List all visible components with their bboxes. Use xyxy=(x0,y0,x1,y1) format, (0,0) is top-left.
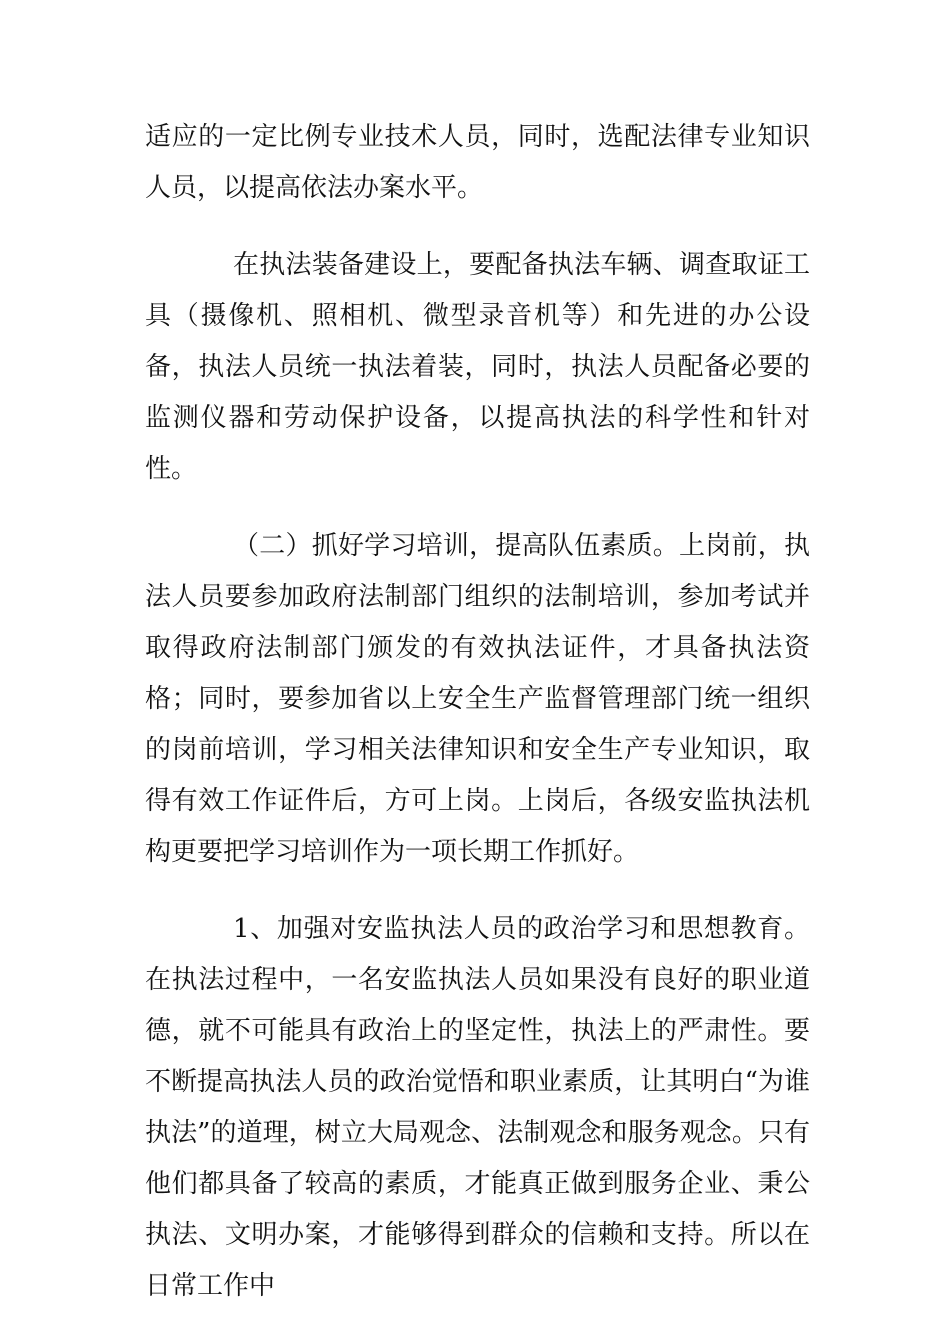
paragraph-political-study: 1、加强对安监执法人员的政治学习和思想教育。在执法过程中，一名安监执法人员如果没有良好的职业道德，就不可能具有政治上的坚定性，执法上的严肃性。要不断提高执法人员的政治觉悟和职业素质，让其明白“为谁执法”的道理，树立大局观念、法制观念和服务观念。只有他们都具备了较高的素质，才能真正做到服务企业、秉公执法、文明办案，才能够得到群众的信赖和支持。所以在日常工作中 xyxy=(145,914,810,1301)
paragraph-equipment: 在执法装备建设上，要配备执法车辆、调查取证工具（摄像机、照相机、微型录音机等）和先进的办公设备，执法人员统一执法着装，同时，执法人员配备必要的监测仪器和劳动保护设备，以提高执法的科学性和针对性。 xyxy=(145,250,810,484)
paragraph-training: （二）抓好学习培训，提高队伍素质。上岗前，执法人员要参加政府法制部门组织的法制培训，参加考试并取得政府法制部门颁发的有效执法证件，才具备执法资格；同时，要参加省以上安全生产监督管理部门统一组织的岗前培训，学习相关法律知识和安全生产专业知识，取得有效工作证件后，方可上岗。上岗后，各级安监执法机构更要把学习培训作为一项长期工作抓好。 xyxy=(145,531,810,867)
document-body xyxy=(145,112,810,1338)
paragraph-continuation: 适应的一定比例专业技术人员，同时，选配法律专业知识人员，以提高依法办案水平。 xyxy=(145,122,810,203)
